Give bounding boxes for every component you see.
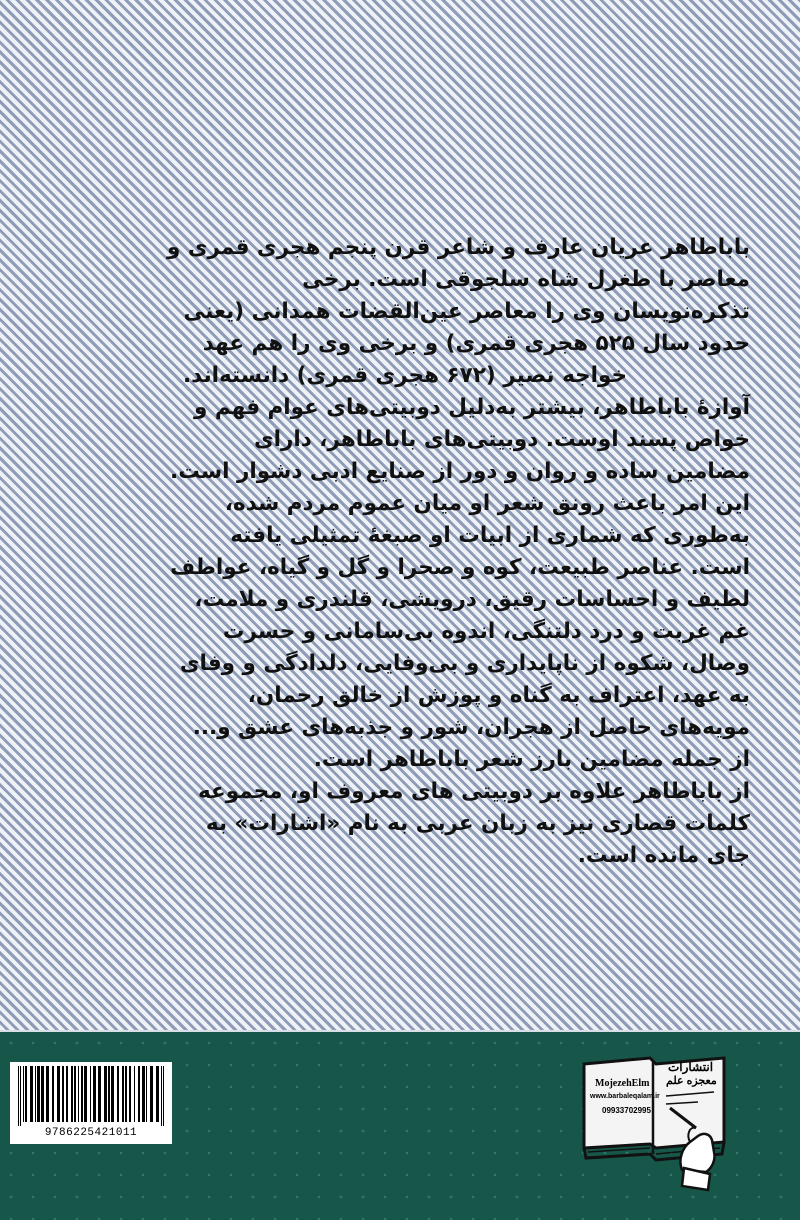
barcode-bar [134,1066,135,1122]
text-line: است. عناصر طبیعت، کوه و صحرا و گل و گیاه، عواطف [170,555,750,580]
text-line: به‌طوری که شماری از ابیات او صبغهٔ تمثیلی یافته [230,523,750,548]
barcode [10,1062,172,1144]
barcode-bar [74,1066,76,1122]
barcode-bar [142,1066,145,1122]
barcode-bar [93,1066,96,1122]
text-line: خواص پسند اوست. دوبیتی‌های باباطاهر، دارای [253,427,750,452]
barcode-bar [62,1066,64,1122]
text-line: مویه‌های حاصل از هجران، شور و جذبه‌های عشق و... [192,715,750,740]
barcode-bar [161,1066,162,1126]
publisher-name-fa-1: انتشارات [668,1060,714,1074]
barcode-bar [156,1066,159,1122]
barcode-bar [129,1066,131,1122]
publisher-logo [578,1042,728,1192]
barcode-bar [25,1066,27,1122]
text-line: معاصر با طغرل شاه سلجوقی است. برخی [302,267,750,292]
paragraph-1 [60,232,750,392]
barcode-bar [71,1066,73,1122]
text-line: باباطاهر عریان عارف و شاعر قرن پنجم هجری قمری و [167,235,750,260]
text-line: این امر باعث رونق شعر او میان عموم مردم شده، [224,491,750,516]
text-line: لطیف و احساسات رقیق، درویشی، قلندری و ملامت، [194,587,750,612]
cover-text-block [60,232,750,872]
text-line: آوازهٔ باباطاهر، بیشتر به‌دلیل دوبیتی‌های عوام فهم و [194,395,750,420]
barcode-bar [78,1066,79,1122]
barcode-bar [104,1066,107,1122]
barcode-bar [37,1066,40,1122]
barcode-bar [81,1066,83,1122]
barcode-bar [90,1066,91,1122]
text-line: مضامین ساده و روان و دور از صنایع ادبی دشوار است. [170,459,750,484]
barcode-bar [117,1066,119,1122]
barcode-bar [138,1066,140,1122]
barcode-bar [46,1066,49,1122]
barcode-bar [52,1066,54,1122]
barcode-bar [111,1066,114,1122]
barcode-bar [18,1066,19,1126]
text-line: به عهد، اعتراف به گناه و پوزش از خالق رحمان، [247,683,750,708]
text-line: وصال، شکوه از ناپایداری و بی‌وفایی، دلدادگی و وفای [179,651,750,676]
text-line: حدود سال ۵۲۵ هجری قمری) و برخی وی را هم عهد [202,331,750,356]
barcode-bar [35,1066,36,1122]
barcode-bar [150,1066,153,1122]
publisher-website: www.barbaleqalam.ir [590,1093,660,1100]
barcode-bar [108,1066,110,1122]
publisher-phone: 09933702995 [602,1106,651,1115]
barcode-bar [41,1066,44,1122]
text-line: خواجه نصیر (۶۷۲ هجری قمری) دانسته‌اند. [182,363,627,388]
barcode-bar [23,1066,24,1122]
barcode-bar [84,1066,87,1122]
text-line: کلمات قصاری نیز به زبان عربی به نام «اشارات» به [205,811,750,836]
barcode-bar [125,1066,127,1122]
barcode-bar [30,1066,33,1122]
text-line: از باباطاهر علاوه بر دوبیتی های معروف او، مجموعه [198,779,750,804]
barcode-bar [20,1066,21,1126]
barcode-bar [163,1066,164,1126]
barcode-bar [122,1066,124,1122]
paragraph-3 [60,776,750,872]
barcode-bars-icon [14,1066,168,1126]
text-line: از جمله مضامین بارز شعر باباطاهر است. [313,747,750,772]
barcode-bar [57,1066,60,1122]
text-line: جای مانده است. [577,843,750,868]
publisher-name-fa-2: معجزه علم [666,1075,717,1087]
publisher-name-en: MojezehElm [595,1078,650,1089]
barcode-bar [98,1066,101,1122]
text-line: تذکره‌نویسان وی را معاصر عین‌القضات همدانی (یعنی [183,299,750,324]
barcode-bar [146,1066,147,1122]
barcode-isbn: 9786225421011 [44,1127,138,1139]
barcode-bar [66,1066,68,1122]
text-line: غم غربت و درد دلتنگی، اندوه بی‌سامانی و حسرت [222,619,750,644]
paragraph-2 [60,392,750,776]
